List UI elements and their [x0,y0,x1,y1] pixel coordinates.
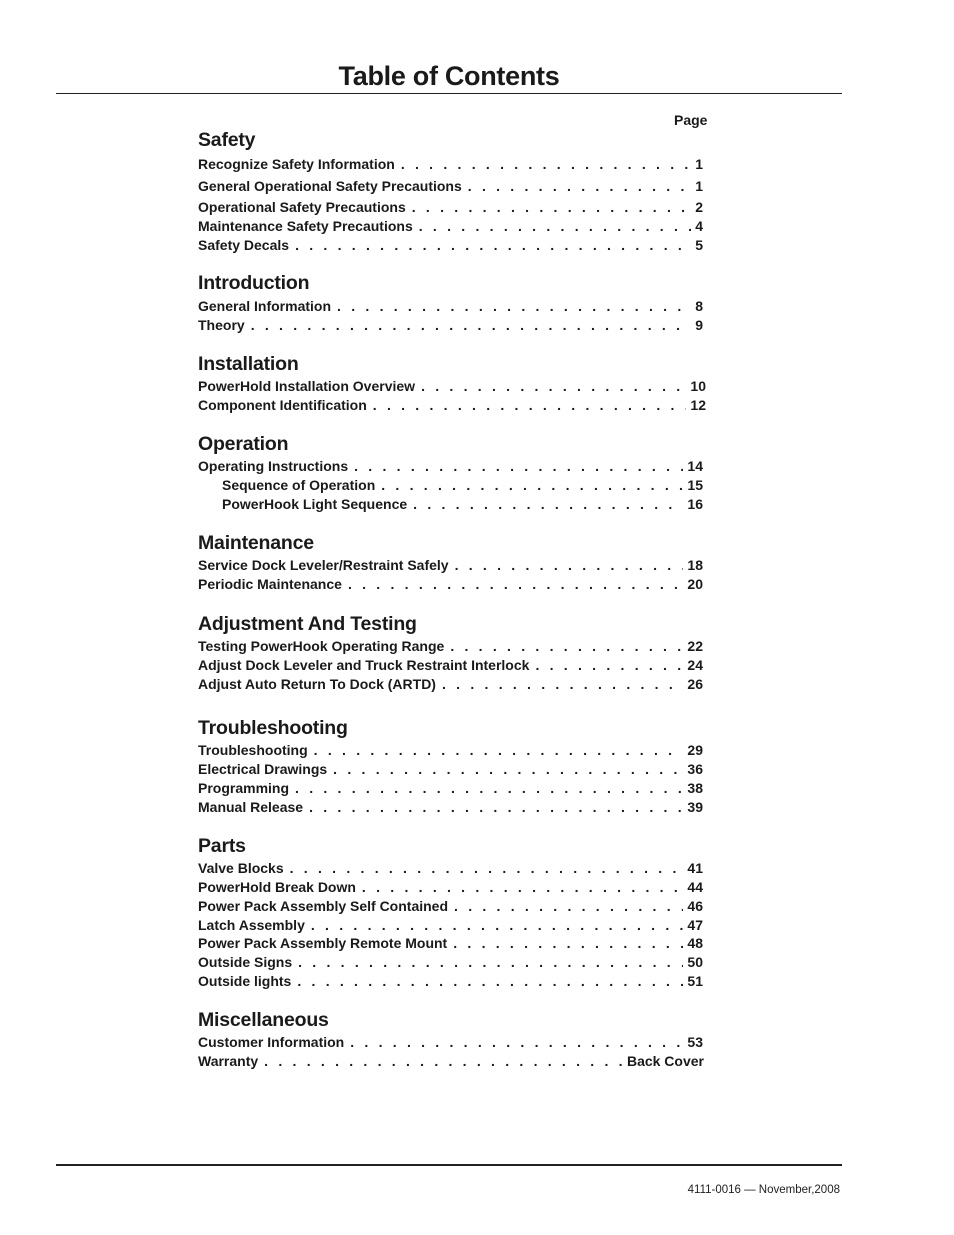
toc-entry[interactable] [198,916,703,935]
entry-page: Back Cover [626,1053,704,1069]
entry-label: Theory [198,317,245,333]
bottom-divider [56,1164,842,1166]
entry-label: Valve Blocks [198,860,284,876]
entry-label: Periodic Maintenance [198,576,342,592]
toc-subentry[interactable] [222,476,703,495]
toc-entry[interactable] [198,198,703,217]
toc-entry[interactable] [198,878,703,897]
section-title: Troubleshooting [198,717,348,739]
toc-entry[interactable] [198,217,703,236]
entry-label: PowerHook Light Sequence [222,496,408,512]
entry-page: 47 [687,917,703,933]
section-operation [198,432,718,456]
dot-leader [412,198,691,217]
entry-label: Power Pack Assembly Remote Mount [198,935,448,951]
entry-page: 36 [687,761,703,777]
entry-label: Adjust Auto Return To Dock (ARTD) [198,676,436,692]
toc-entry[interactable] [198,316,703,335]
dot-leader [295,779,683,798]
toc-entry[interactable] [198,859,703,878]
toc-entry[interactable] [198,741,703,760]
entry-page: 4 [695,218,703,234]
entry-page: 48 [687,935,703,951]
toc-entry[interactable] [198,934,703,953]
entry-label: Adjust Dock Leveler and Truck Restraint Interlock [198,657,530,673]
toc-entry[interactable] [198,798,703,817]
dot-leader [535,656,683,675]
dot-leader [455,556,684,575]
toc-entry[interactable] [198,675,703,694]
section-introduction [198,271,718,295]
dot-leader [362,878,684,897]
entry-label: PowerHold Installation Overview [198,378,416,394]
section-title: Maintenance [198,532,314,554]
toc-entry[interactable] [198,953,703,972]
entry-label: Testing PowerHook Operating Range [198,638,445,654]
dot-leader [309,798,683,817]
entry-page: 39 [687,799,703,815]
page-column-header: Page [674,112,708,128]
section-title: Operation [198,433,289,455]
toc-entry[interactable] [198,897,703,916]
section-parts [198,834,718,858]
toc-entry[interactable] [198,779,703,798]
entry-page: 22 [687,638,703,654]
document-code: 4111-0016 — November,2008 [687,1184,840,1196]
entry-label: Latch Assembly [198,917,305,933]
dot-leader [264,1052,623,1071]
entry-page: 26 [687,676,703,692]
entry-label: Service Dock Leveler/Restraint Safely [198,557,449,573]
section-miscellaneous [198,1008,718,1032]
entry-page: 41 [687,860,703,876]
toc-entry[interactable] [198,155,703,174]
dot-leader [298,953,683,972]
dot-leader [442,675,683,694]
dot-leader [453,934,683,953]
dot-leader [337,297,691,316]
dot-leader [314,741,684,760]
dot-leader [295,236,691,255]
entry-page: 29 [687,742,703,758]
toc-subentry[interactable] [222,495,703,514]
toc-entry[interactable] [198,297,703,316]
entry-label: Warranty [198,1053,259,1069]
entry-page: 12 [690,397,706,413]
dot-leader [311,916,684,935]
entry-label: Programming [198,780,290,796]
toc-entry[interactable] [198,236,703,255]
entry-page: 51 [687,973,703,989]
entry-label: General Information [198,298,332,314]
dot-leader [350,1033,683,1052]
entry-page: 46 [687,898,703,914]
toc-entry[interactable] [198,1052,704,1071]
dot-leader [333,760,683,779]
entry-page: 14 [687,458,703,474]
entry-label: PowerHold Break Down [198,879,356,895]
entry-label: Outside lights [198,973,292,989]
toc-entry[interactable] [198,637,703,656]
dot-leader [413,495,683,514]
dot-leader [468,177,691,196]
entry-label: Electrical Drawings [198,761,328,777]
entry-label: Operating Instructions [198,458,349,474]
entry-label: Safety Decals [198,237,290,253]
toc-entry[interactable] [198,1033,703,1052]
toc-entry[interactable] [198,177,703,196]
toc-entry[interactable] [198,396,706,415]
entry-page: 50 [687,954,703,970]
section-title: Installation [198,353,299,375]
entry-page: 8 [695,298,703,314]
entry-page: 5 [695,237,703,253]
entry-label: Power Pack Assembly Self Contained [198,898,449,914]
entry-page: 9 [695,317,703,333]
section-installation [198,352,718,376]
dot-leader [401,155,691,174]
dot-leader [419,217,691,236]
entry-page: 10 [690,378,706,394]
toc-entry[interactable] [198,972,703,991]
section-title: Parts [198,835,246,857]
entry-page: 53 [687,1034,703,1050]
entry-page: 2 [695,199,703,215]
entry-page: 16 [687,496,703,512]
entry-label: Troubleshooting [198,742,308,758]
entry-label: Sequence of Operation [222,477,376,493]
toc-entry[interactable] [198,575,703,594]
dot-leader [450,637,683,656]
entry-label: Manual Release [198,799,304,815]
dot-leader [373,396,687,415]
entry-page: 24 [687,657,703,673]
toc-entry[interactable] [198,377,706,396]
section-title: Adjustment And Testing [198,613,417,635]
toc-entry[interactable] [198,656,703,675]
section-maintenance [198,531,718,555]
dot-leader [354,457,683,476]
top-divider [56,93,842,94]
toc-entry[interactable] [198,457,703,476]
entry-page: 44 [687,879,703,895]
entry-label: Recognize Safety Information [198,156,395,172]
entry-label: Outside Signs [198,954,293,970]
dot-leader [454,897,683,916]
dot-leader [348,575,683,594]
page-title: Table of Contents [338,61,560,91]
entry-page: 15 [687,477,703,493]
entry-page: 20 [687,576,703,592]
dot-leader [290,859,684,878]
entry-label: Customer Information [198,1034,345,1050]
dot-leader [251,316,692,335]
entry-page: 18 [687,557,703,573]
entry-page: 1 [695,156,703,172]
entry-label: Operational Safety Precautions [198,199,406,215]
section-title: Introduction [198,272,310,294]
entry-label: Component Identification [198,397,367,413]
entry-page: 1 [695,178,703,194]
toc-entry[interactable] [198,556,703,575]
section-adjustment-and-testing [198,612,718,636]
section-title: Safety [198,129,256,151]
toc-entry[interactable] [198,760,703,779]
entry-label: General Operational Safety Precautions [198,178,462,194]
section-title: Miscellaneous [198,1009,329,1031]
dot-leader [297,972,683,991]
section-safety [198,128,718,152]
dot-leader [381,476,683,495]
entry-label: Maintenance Safety Precautions [198,218,413,234]
section-troubleshooting [198,716,718,740]
dot-leader [421,377,686,396]
entry-page: 38 [687,780,703,796]
